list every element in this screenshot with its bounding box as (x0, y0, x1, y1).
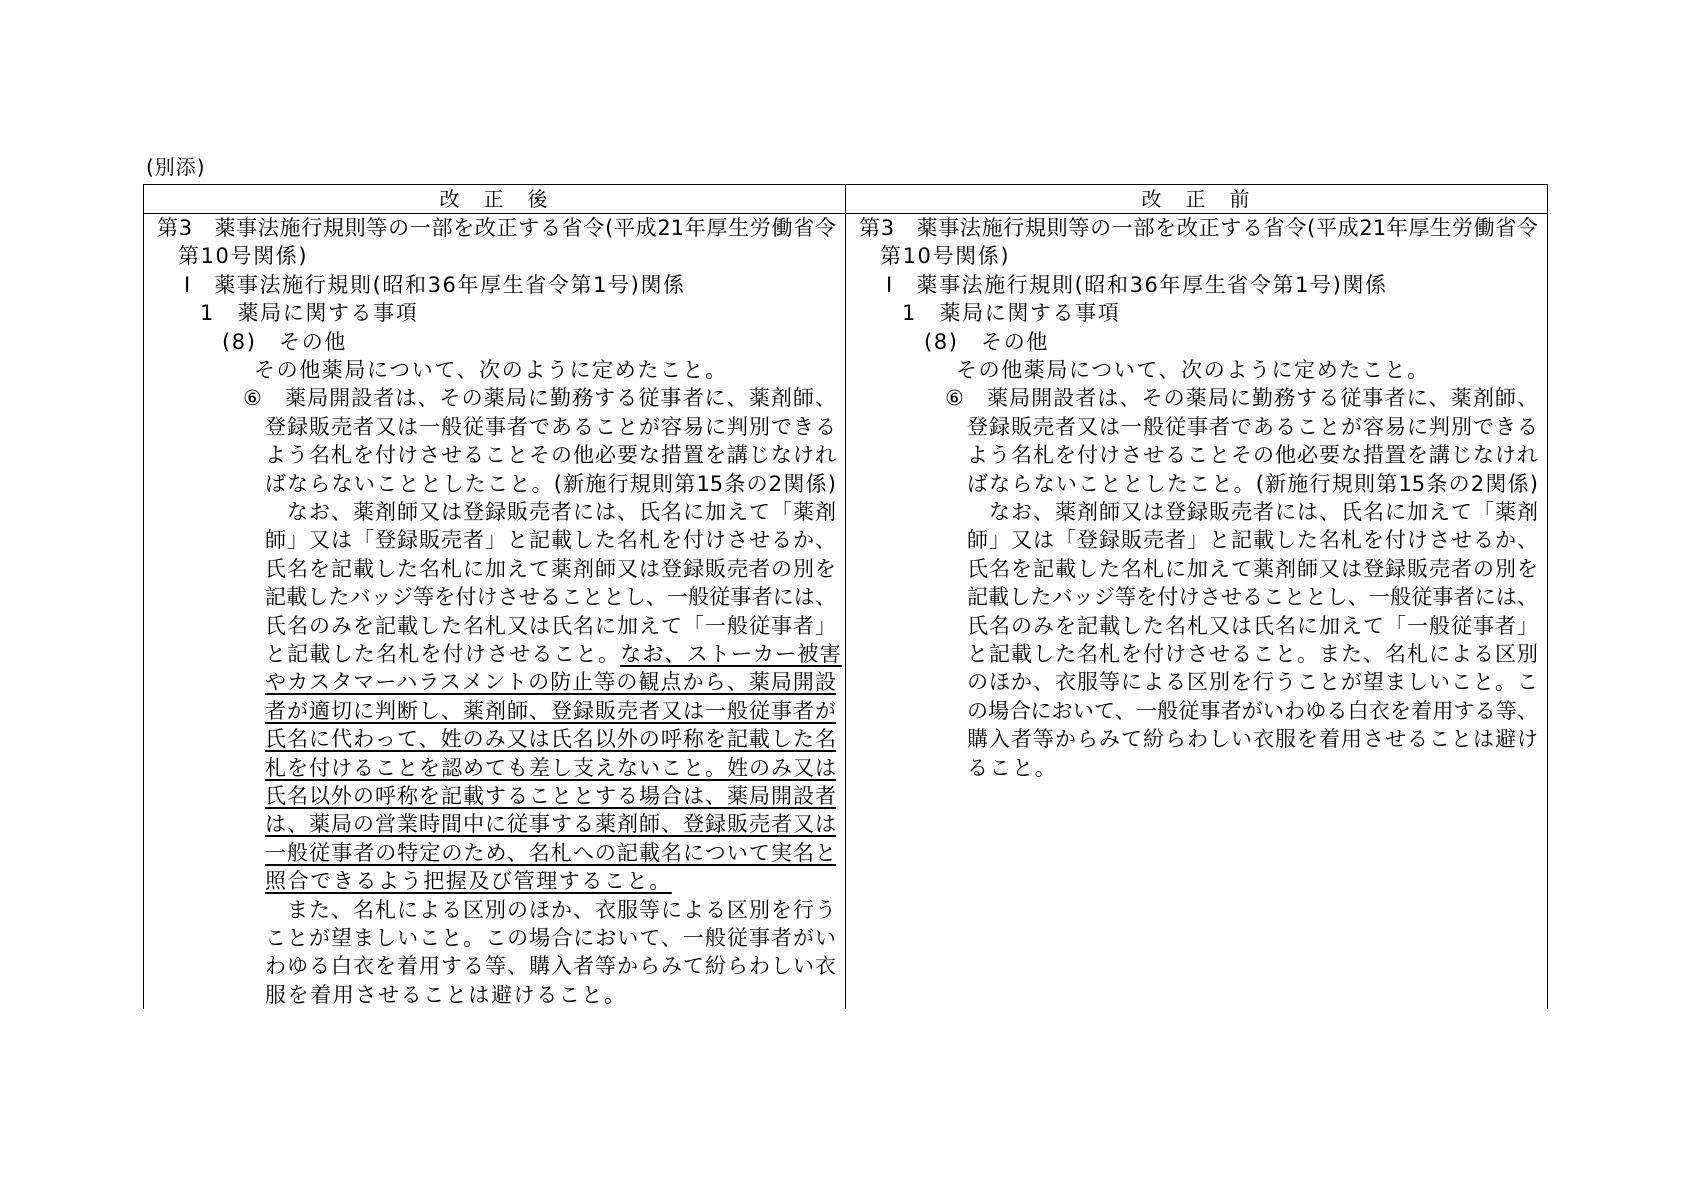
text-line: その他薬局について、次のように定めたこと。 (254, 358, 728, 382)
text-line: よう名札を付けさせることその他必要な措置を講じなけれ (265, 443, 836, 468)
text-line: また、名札による区別のほか、衣服等による区別を行う (265, 897, 836, 922)
text-line: 氏名を記載した名札に加えて薬剤師又は登録販売者の別を (967, 556, 1538, 581)
text-line: 氏名を記載した名札に加えて薬剤師又は登録販売者の別を (265, 556, 836, 581)
text-line: (8) その他 (924, 329, 1049, 354)
amended-text-line: 氏名以外の呼称を記載することとする場合は、薬局開設者 (265, 784, 836, 808)
amended-text-line: 札を付けることを認めても差し支えないこと。姓のみ又は (265, 755, 836, 780)
text-line: Ⅰ 薬事法施行規則(昭和36年厚生省令第1号)関係 (184, 272, 686, 297)
text-line: わゆる白衣を着用する等、購入者等からみて紛らわしい衣 (265, 954, 836, 979)
comparison-table (143, 184, 1548, 1009)
text-line: と記載した名札を付けさせること。また、名札による区別 (967, 642, 1538, 666)
text-line: のほか、衣服等による区別を行うことが望ましいこと。こ (967, 670, 1538, 695)
text-line: 1 薬局に関する事項 (902, 301, 1121, 326)
text-line: Ⅰ 薬事法施行規則(昭和36年厚生省令第1号)関係 (886, 272, 1388, 297)
text-line: 第3 薬事法施行規則等の一部を改正する省令(平成21年厚生労働省令 (157, 216, 836, 240)
text-line: 氏名のみを記載した名札又は氏名に加えて「一般従事者」 (967, 613, 1538, 638)
text-line: 記載したバッジ等を付けさせることとし、一般従事者には、 (967, 585, 1538, 610)
text-line: ばならないこととしたこと。(新施行規則第15条の2関係) (967, 471, 1538, 496)
amended-text-line: 照合できるよう把握及び管理すること。 (265, 869, 672, 894)
text-line: 師」又は「登録販売者」と記載した名札を付けさせるか、 (265, 528, 836, 553)
amended-text-line: 者が適切に判断し、薬剤師、登録販売者又は一般従事者が (265, 698, 836, 723)
text-line: ⑥ 薬局開設者は、その薬局に勤務する従事者に、薬剤師、 (243, 386, 836, 411)
text-line: 記載したバッジ等を付けさせることとし、一般従事者には、 (265, 585, 836, 610)
after-revision-column (144, 214, 846, 1009)
text-line: ⑥ 薬局開設者は、その薬局に勤務する従事者に、薬剤師、 (945, 386, 1538, 411)
text-line: 1 薬局に関する事項 (200, 301, 419, 326)
header-before-revision: 改 正 前 (846, 185, 1547, 214)
text-line-mixed (265, 640, 842, 668)
text-line: 服を着用させることは避けること。 (265, 982, 627, 1007)
text-line: ばならないこととしたこと。(新施行規則第15条の2関係) (265, 471, 836, 496)
text-line: 登録販売者又は一般従事者であることが容易に判別できる (967, 414, 1538, 439)
text-line: なお、薬剤師又は登録販売者には、氏名に加えて「薬剤 (265, 500, 836, 524)
text-line: よう名札を付けさせることその他必要な措置を講じなけれ (967, 443, 1538, 468)
text-line: ること。 (967, 755, 1058, 780)
text-line: の場合において、一般従事者がいわゆる白衣を着用する等、 (967, 698, 1538, 723)
amended-text-line: 氏名に代わって、姓のみ又は氏名以外の呼称を記載した名 (265, 727, 836, 752)
header-after-revision: 改 正 後 (144, 185, 846, 214)
text-segment: と記載した名札を付けさせること。 (265, 642, 621, 666)
text-line: 師」又は「登録販売者」と記載した名札を付けさせるか、 (967, 528, 1538, 553)
text-line: 第10号関係) (880, 244, 1011, 269)
amended-text-line: は、薬局の営業時間中に従事する薬剤師、登録販売者又は (265, 812, 836, 837)
attachment-label: (別添) (146, 155, 206, 179)
text-line: その他薬局について、次のように定めたこと。 (956, 358, 1430, 382)
text-line: ことが望ましいこと。この場合において、一般従事者がい (265, 926, 836, 950)
text-line: (8) その他 (222, 329, 347, 354)
amended-text-line: 一般従事者の特定のため、名札への記載名について実名と (265, 840, 836, 865)
text-line: 氏名のみを記載した名札又は氏名に加えて「一般従事者」 (265, 613, 836, 638)
before-revision-column (846, 214, 1547, 1009)
text-line: なお、薬剤師又は登録販売者には、氏名に加えて「薬剤 (967, 500, 1538, 524)
amended-text-line: やカスタマーハラスメントの防止等の観点から、薬局開設 (265, 670, 836, 695)
text-line: 第3 薬事法施行規則等の一部を改正する省令(平成21年厚生労働省令 (859, 216, 1538, 240)
text-line: 購入者等からみて紛らわしい衣服を着用させることは避け (967, 727, 1538, 752)
text-line: 第10号関係) (178, 244, 309, 269)
amended-text-segment: なお、ストーカー被害 (620, 642, 842, 666)
text-line: 登録販売者又は一般従事者であることが容易に判別できる (265, 414, 836, 439)
